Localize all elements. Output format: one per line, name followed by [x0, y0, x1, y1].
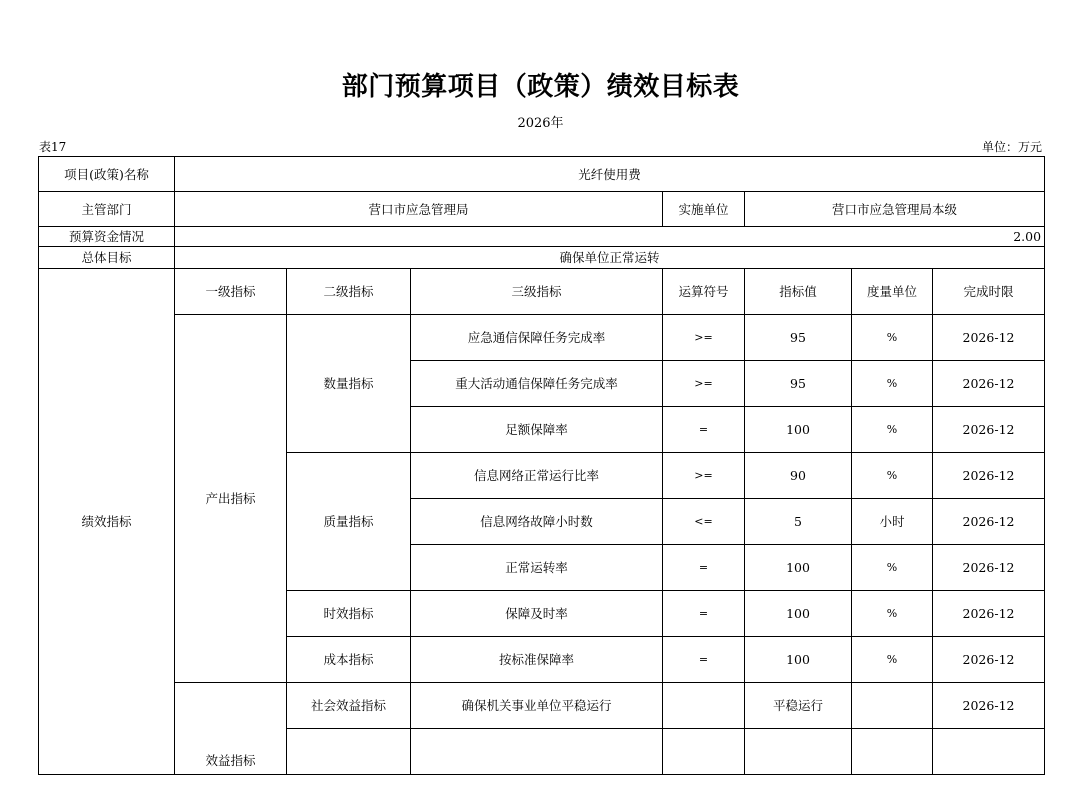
deadline-cell: 2026-12 — [933, 407, 1045, 453]
budget-row — [39, 227, 1045, 247]
operator-cell: >= — [663, 361, 745, 407]
indicator-value-cell: 平稳运行 — [745, 683, 852, 729]
indicator-value-cell: 100 — [745, 545, 852, 591]
measure-unit-cell: % — [852, 361, 933, 407]
deadline-cell: 2026-12 — [933, 591, 1045, 637]
operator-cell: >= — [663, 453, 745, 499]
department-label: 主管部门 — [39, 192, 175, 227]
budget-label: 预算资金情况 — [39, 227, 175, 247]
measure-unit-cell: % — [852, 407, 933, 453]
level2-header: 二级指标 — [287, 269, 411, 315]
level1-cell: 效益指标 — [175, 683, 287, 775]
indicator-header-row — [39, 269, 1045, 315]
level1-header: 一级指标 — [175, 269, 287, 315]
operator-cell: = — [663, 637, 745, 683]
indicator-value-cell — [745, 729, 852, 775]
level2-cell — [287, 729, 411, 775]
deadline-cell: 2026-12 — [933, 545, 1045, 591]
deadline-cell: 2026-12 — [933, 499, 1045, 545]
measure-unit-cell: % — [852, 637, 933, 683]
table-row — [39, 315, 1045, 361]
measure-unit-cell: % — [852, 591, 933, 637]
level3-cell: 确保机关事业单位平稳运行 — [411, 683, 663, 729]
operator-cell — [663, 729, 745, 775]
level2-cell: 时效指标 — [287, 591, 411, 637]
level3-cell — [411, 729, 663, 775]
operator-cell: >= — [663, 315, 745, 361]
amount-unit: 单位：万元 — [981, 140, 1042, 154]
operator-header: 运算符号 — [663, 269, 745, 315]
level3-cell: 应急通信保障任务完成率 — [411, 315, 663, 361]
performance-indicators-label: 绩效指标 — [39, 269, 175, 775]
measure-unit-cell — [852, 729, 933, 775]
report-year: 2026年 — [517, 116, 564, 131]
overall-goal-value: 确保单位正常运转 — [175, 247, 1045, 269]
operator-cell: = — [663, 407, 745, 453]
level3-cell: 信息网络故障小时数 — [411, 499, 663, 545]
level3-cell: 保障及时率 — [411, 591, 663, 637]
budget-value: 2.00 — [175, 227, 1045, 247]
operator-cell: <= — [663, 499, 745, 545]
table-number: 表17 — [39, 140, 67, 154]
performance-target-table — [38, 156, 1044, 768]
level3-cell: 重大活动通信保障任务完成率 — [411, 361, 663, 407]
page-title: 部门预算项目（政策）绩效目标表 — [341, 72, 740, 102]
indicator-value-cell: 100 — [745, 407, 852, 453]
measure-unit-header: 度量单位 — [852, 269, 933, 315]
operator-cell: = — [663, 591, 745, 637]
operator-cell — [663, 683, 745, 729]
deadline-cell: 2026-12 — [933, 453, 1045, 499]
table-row — [39, 683, 1045, 729]
level3-cell: 信息网络正常运行比率 — [411, 453, 663, 499]
level2-cell: 质量指标 — [287, 453, 411, 591]
deadline-header: 完成时限 — [933, 269, 1045, 315]
department-row — [39, 192, 1045, 227]
level3-cell: 正常运转率 — [411, 545, 663, 591]
deadline-cell: 2026-12 — [933, 315, 1045, 361]
level3-header: 三级指标 — [411, 269, 663, 315]
overall-goal-label: 总体目标 — [39, 247, 175, 269]
measure-unit-cell: % — [852, 315, 933, 361]
implementing-unit-value: 营口市应急管理局本级 — [745, 192, 1045, 227]
overall-goal-row — [39, 247, 1045, 269]
deadline-cell: 2026-12 — [933, 361, 1045, 407]
measure-unit-cell: % — [852, 453, 933, 499]
project-name-value: 光纤使用费 — [175, 157, 1045, 192]
implementing-unit-label: 实施单位 — [663, 192, 745, 227]
level2-cell: 社会效益指标 — [287, 683, 411, 729]
level2-cell: 成本指标 — [287, 637, 411, 683]
indicator-value-cell: 5 — [745, 499, 852, 545]
indicator-value-header: 指标值 — [745, 269, 852, 315]
level1-cell: 产出指标 — [175, 315, 287, 683]
department-value: 营口市应急管理局 — [175, 192, 663, 227]
measure-unit-cell: % — [852, 545, 933, 591]
deadline-cell: 2026-12 — [933, 637, 1045, 683]
measure-unit-cell: 小时 — [852, 499, 933, 545]
indicator-value-cell: 95 — [745, 315, 852, 361]
level2-cell: 数量指标 — [287, 315, 411, 453]
project-name-label: 项目(政策)名称 — [39, 157, 175, 192]
deadline-cell — [933, 729, 1045, 775]
operator-cell: = — [663, 545, 745, 591]
project-name-row — [39, 157, 1045, 192]
indicator-value-cell: 100 — [745, 637, 852, 683]
level3-cell: 按标准保障率 — [411, 637, 663, 683]
level3-cell: 足额保障率 — [411, 407, 663, 453]
measure-unit-cell — [852, 683, 933, 729]
indicator-value-cell: 95 — [745, 361, 852, 407]
indicator-value-cell: 90 — [745, 453, 852, 499]
indicator-value-cell: 100 — [745, 591, 852, 637]
deadline-cell: 2026-12 — [933, 683, 1045, 729]
